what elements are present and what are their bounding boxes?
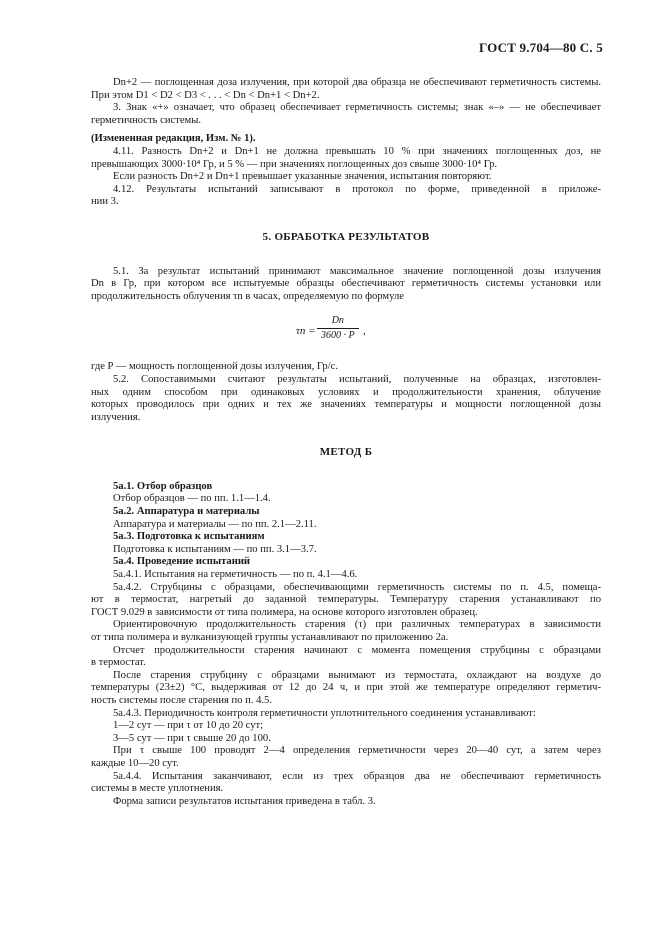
paragraph-5a-4-4-cont: системы в месте уплотнения. bbox=[91, 783, 224, 795]
paragraph-count: Отсчет продолжительности старения начинают с момента помещения струбцины с образцами bbox=[113, 644, 601, 656]
period-item-cont: каждые 10—20 сут. bbox=[91, 757, 179, 769]
paragraph-after-aging: После старения струбцину с образцами вынимают из термостата, охлаждают на воздухе до bbox=[113, 669, 601, 681]
paragraph-after-aging-cont: температуры (23±2) °С, выдерживая от 12 до 24 ч, и при этой же температуре определяют герметич- bbox=[91, 682, 601, 694]
paragraph-orientation-cont: от типа полимера и вулканизующей группы устанавливают по приложению 2а. bbox=[91, 632, 449, 643]
note-3-cont: герметичность системы. bbox=[91, 114, 201, 126]
paragraph-5-2-cont: которых проводилось при одних и тех же значениях температуры и мощности поглощенной дозы bbox=[91, 399, 601, 411]
formula-numerator: Dn bbox=[331, 315, 344, 327]
paragraph-5-2-cont: излучения. bbox=[91, 411, 141, 423]
period-item: При τ свыше 100 проводят 2—4 определения герметичности через 20—40 сут, а затем через bbox=[113, 745, 601, 757]
formula-where: где P — мощность поглощенной дозы излучения, Гр/с. bbox=[91, 361, 338, 373]
formula-tail: , bbox=[363, 325, 366, 338]
subsection-5a3-text: Подготовка к испытаниям — по пп. 3.1—3.7. bbox=[113, 543, 317, 555]
formula-fraction bbox=[317, 315, 359, 342]
period-item: 3—5 сут — при τ свыше 20 до 100. bbox=[113, 732, 271, 744]
paragraph-5a-4-4: 5а.4.4. Испытания заканчивают, если из трех образцов два не обеспечивают герметичность bbox=[113, 770, 601, 782]
subsection-5a3-title: 5а.3. Подготовка к испытаниям bbox=[113, 531, 265, 543]
paragraph-5-2: 5.2. Сопоставимыми считают результаты испытаний, полученные на образцах, изготовлен- bbox=[113, 373, 601, 385]
paragraph-form-reference: Форма записи результатов испытания приведена в табл. 3. bbox=[113, 795, 376, 807]
paragraph-after-aging-cont: ность системы после старения по п. 4.5. bbox=[91, 694, 272, 706]
page-header: ГОСТ 9.704—80 С. 5 bbox=[478, 40, 603, 55]
subsection-5a4-title: 5а.4. Проведение испытаний bbox=[113, 556, 251, 568]
paragraph-4-12: 4.12. Результаты испытаний записывают в протокол по форме, приведенной в приложе- bbox=[113, 183, 601, 195]
paragraph-4-12-cont: нии 3. bbox=[91, 196, 119, 208]
paragraph-5-1-cont: продолжительность облучения τn в часах, определяемую по формуле bbox=[91, 290, 404, 302]
subsection-5a1-title: 5а.1. Отбор образцов bbox=[113, 480, 213, 492]
revision-note: (Измененная редакция, Изм. № 1). bbox=[91, 133, 256, 145]
formula-denominator: 3600 · P bbox=[321, 330, 355, 342]
subsection-5a2-text: Аппаратура и материалы — по пп. 2.1—2.11. bbox=[113, 518, 317, 530]
method-b-heading: МЕТОД Б bbox=[319, 446, 373, 459]
formula bbox=[91, 307, 601, 355]
paragraph-5a-4-3: 5а.4.3. Периодичность контроля герметичности уплотнительного соединения устанавливают: bbox=[113, 707, 536, 719]
note-line: При этом D1 < D2 < D3 < . . . < Dn < Dn+1 < Dn+2. bbox=[91, 89, 320, 101]
fraction-bar bbox=[317, 328, 359, 329]
paragraph-count-cont: в термостат. bbox=[91, 657, 146, 669]
paragraph-5a-4-2-cont: ют в термостат, нагретый до заданной температуры. Температуру старения устанавливают по bbox=[91, 594, 601, 606]
document-body bbox=[91, 77, 601, 808]
paragraph-5-1: 5.1. За результат испытаний принимают максимальное значение поглощенной дозы излучения bbox=[113, 265, 601, 277]
subsection-5a1-text: Отбор образцов — по пп. 1.1—1.4. bbox=[113, 493, 271, 505]
paragraph-4-11-cont: превышающих 3000·10⁴ Гр, и 5 % — при значениях поглощенных доз свыше 3000·10⁴ Гр. bbox=[91, 158, 498, 170]
paragraph-5-1-cont: Dn в Гр, при котором все испытуемые образцы обеспечивают герметичность системы установки или bbox=[91, 278, 601, 290]
subsection-5a2-title: 5а.2. Аппаратура и материалы bbox=[113, 506, 260, 518]
paragraph-5a-4-2-cont: ГОСТ 9.029 в зависимости от типа полимера, на основе которого изготовлен образец. bbox=[91, 606, 478, 618]
formula-lhs: τn = bbox=[296, 325, 316, 338]
paragraph-5a-4-2: 5а.4.2. Струбцины с образцами, обеспечивающими герметичность системы по п. 4.5, помеща- bbox=[113, 581, 601, 593]
paragraph-5a-4-1: 5а.4.1. Испытания на герметичность — по п. 4.1—4.6. bbox=[113, 569, 358, 581]
section-5-heading: 5. ОБРАБОТКА РЕЗУЛЬТАТОВ bbox=[262, 230, 430, 243]
paragraph-orientation: Ориентировочную продолжительность старения (τ) при различных температурах в зависимости bbox=[113, 619, 601, 631]
paragraph-4-11-repeat: Если разность Dn+2 и Dn+1 превышает указанные значения, испытания повторяют. bbox=[113, 171, 492, 183]
note-3: 3. Знак «+» означает, что образец обеспечивает герметичность системы; знак «–» — не обеспечивает bbox=[113, 102, 601, 114]
period-item: 1—2 сут — при τ от 10 до 20 сут; bbox=[113, 720, 264, 732]
paragraph-5-2-cont: ных одним способом при одинаковых условиях и продолжительности хранения, облучение bbox=[91, 386, 601, 398]
note-line: Dn+2 — поглощенная доза излучения, при которой два образца не обеспечивают герметичность системы. bbox=[113, 77, 601, 88]
paragraph-4-11: 4.11. Разность Dn+2 и Dn+1 не должна превышать 10 % при значениях поглощенных доз, не bbox=[113, 145, 601, 157]
